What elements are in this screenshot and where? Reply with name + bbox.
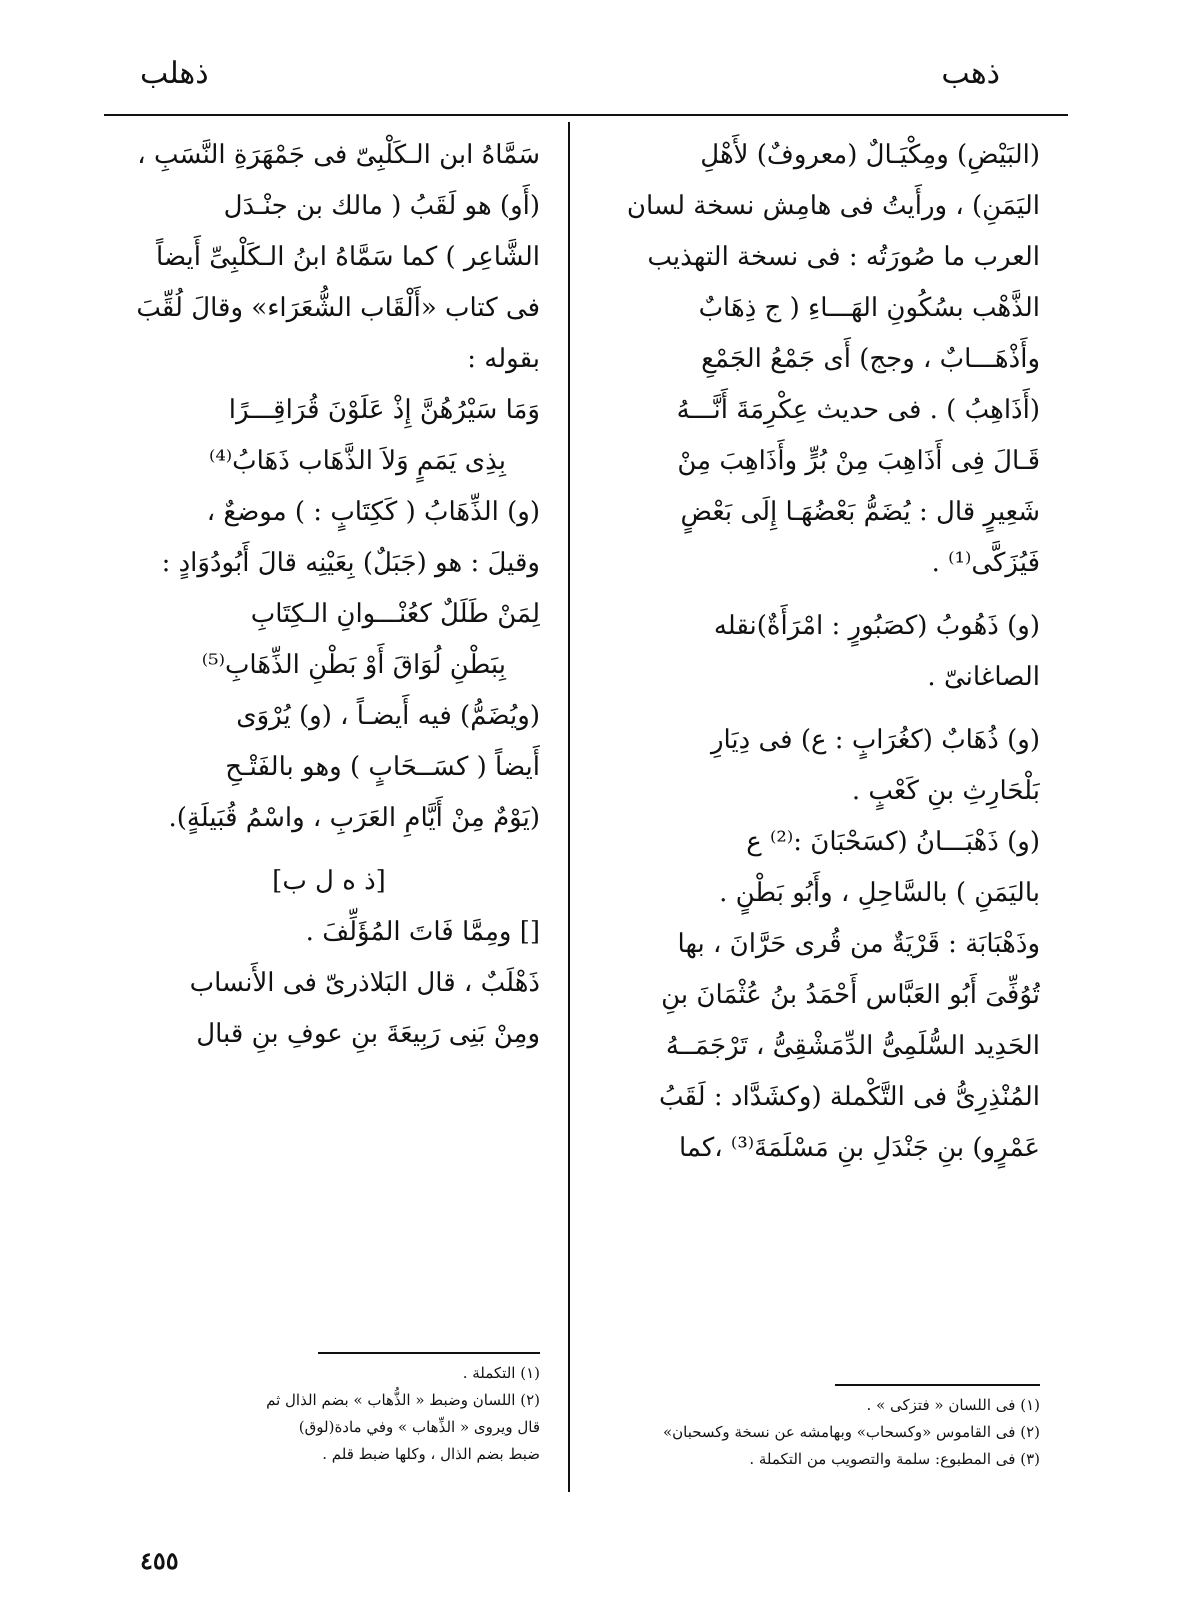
- footnotes-left: [118, 1360, 540, 1468]
- footnote: (٢) فى القاموس «وكسحاب» وبهامشه عن نسخة وكسحبان»: [662, 1423, 1040, 1441]
- verse-line: بِبَطْنِ لُوَاقَ أَوْ بَطْنِ الذِّهَابِ⁽⁵⁾: [201, 650, 506, 680]
- entry-line: (و) الذِّهَابُ ( كَكِتَابٍ : ) موضعٌ ،: [206, 497, 540, 527]
- text-line: اليَمَنِ) ، ورأَيتُ فى هامِش نسخة لسان: [626, 191, 1040, 221]
- verse-line: بِذِى يَمَمٍ وَلاَ الذَّهَاب ذَهَابُ⁽⁴⁾: [208, 446, 506, 476]
- header-rule: [104, 114, 1068, 116]
- running-header-right: ذهب: [941, 56, 1000, 91]
- text-line: وقيلَ : هو (جَبَلٌ) بِعَيْنِه قالَ أَبُودُوَادٍ :: [161, 548, 540, 578]
- right-column: [603, 130, 1040, 1174]
- text-line: الصاغانىّ .: [927, 662, 1040, 692]
- text-line: فى كتاب «أَلْقَاب الشُّعَرَاء» وقالَ لُقِّبَ: [136, 293, 540, 323]
- text-line: الذَّهْب بسُكُونِ الهَـــاءِ ( ج ذِهَابٌ: [698, 293, 1040, 323]
- text-line: شَعِيرٍ قال : يُضَمُّ بَعْضُهَـا إِلَى بَعْضٍ: [680, 497, 1040, 527]
- text-line: عَمْرٍو) بنِ جَنْدَلِ بنِ مَسْلَمَةَ⁽³⁾ ،كما: [678, 1133, 1040, 1163]
- text-line: (ويُضَمُّ) فيه أَيضـاً ، (و) يُرْوَى: [236, 701, 540, 731]
- text-line: قَـالَ فِى أَذَاهِبَ مِنْ بُرٍّ وأَذَاهِبَ مِنْ: [677, 446, 1040, 476]
- text-line: بَلْحَارِثِ بنِ كَعْبٍ .: [851, 776, 1040, 806]
- root-heading: [ذ ه ل ب]: [272, 866, 386, 896]
- text-line: المُنْذِرِىُّ فى التَّكْملة (وكشَدَّاد : لَقَبُ: [658, 1082, 1040, 1112]
- running-header-left: ذهلب: [140, 56, 209, 91]
- footnote: ضبط بضم الذال ، وكلها ضبط قلم .: [322, 1445, 540, 1463]
- text-line: باليَمَنِ ) بالسَّاحِلِ ، وأَبُو بَطْنٍ .: [719, 878, 1040, 908]
- verse-line: وَمَا سَيْرُهُنَّ إِذْ عَلَوْنَ قُرَاقِـــرًا: [228, 395, 540, 425]
- footnote-rule-right: [835, 1384, 1040, 1386]
- column-divider: [568, 122, 570, 1492]
- footnote: (٣) فى المطبوع: سلمة والتصويب من التكملة .: [749, 1450, 1040, 1468]
- text-line: بقوله :: [467, 344, 540, 374]
- footnote: (١) التكملة .: [462, 1364, 540, 1382]
- text-line: أَيضاً ( كسَــحَابٍ ) وهو بالفَتْـحِ: [225, 752, 540, 782]
- left-column: [118, 130, 540, 1060]
- footnote: قال ويروى « الذِّهاب » وفي مادة(لوق): [298, 1418, 540, 1436]
- text-line: العرب ما صُورَتُه : فى نسخة التهذيب: [647, 242, 1040, 272]
- entry-line: ذَهْلَبٌ ، قال البَلاذرىّ فى الأَنساب: [189, 968, 540, 998]
- text-line: [] ومِمَّا فَاتَ المُؤَلِّفَ .: [305, 917, 540, 947]
- footnotes-right: [603, 1392, 1040, 1473]
- text-line: ومِنْ بَنِى رَبِيعَةَ بنِ عوفِ بنِ قبال: [196, 1019, 540, 1049]
- footnote: (١) فى اللسان « فتزكى » .: [866, 1396, 1040, 1414]
- text-line: (أَذَاهِبُ ) . فى حديث عِكْرِمَةَ أَنَّـــهُ: [676, 395, 1040, 425]
- text-line: تُوُفِّىَ أَبُو العَبَّاس أَحْمَدُ بنُ عُثْمَانَ بنِ: [661, 980, 1040, 1010]
- footnote: (٢) اللسان وضبط « الذُّهاب » بضم الذال ثم: [266, 1391, 540, 1409]
- text-line: (يَوْمٌ مِنْ أَيَّامِ العَرَبِ ، واسْمُ قُبَيلَةٍ).: [168, 803, 540, 833]
- footnote-rule-left: [318, 1352, 540, 1354]
- page-number: ٤٥٥: [140, 1546, 179, 1575]
- entry-line: (و) ذَهْبَـــانُ (كسَحْبَانَ :⁽²⁾ ع: [746, 827, 1040, 857]
- entry-line: (و) ذُهَابٌ (كغُرَابٍ : ع) فى دِيَارِ: [710, 725, 1040, 755]
- entry-line: (و) ذَهُوبُ (كصَبُورٍ : امْرَأَةٌ)نقله: [713, 611, 1040, 641]
- text-line: (البَيْضِ) ومِكْيَـالٌ (معروفٌ) لأَهْلِ: [700, 140, 1040, 170]
- text-line: الحَدِيد السُّلَمِىُّ الدِّمَشْقِىُّ ، تَرْجَمَــهُ: [665, 1031, 1040, 1061]
- text-line: وأَذْهَـــابٌ ، وجج) أَى جَمْعُ الجَمْعِ: [701, 344, 1040, 374]
- text-line: الشَّاعِر ) كما سَمَّاهُ ابنُ الـكَلْبِىِّ أَيضاً: [156, 242, 540, 272]
- entry-line: وذَهْبَابَة : قَرْيَةٌ من قُرى حَرَّانَ ، بها: [677, 929, 1040, 959]
- verse-line: لِمَنْ طَلَلٌ كعُنْـــوانِ الـكِتَابِ: [250, 599, 540, 629]
- text-line: فَيُزَكَّى⁽¹⁾ .: [931, 548, 1040, 578]
- text-line: (أَو) هو لَقَبُ ( مالك بن جنْـدَل: [223, 191, 540, 221]
- text-line: سَمَّاهُ ابن الـكَلْبِىّ فى جَمْهَرَةِ النَّسَبِ ،: [137, 140, 540, 170]
